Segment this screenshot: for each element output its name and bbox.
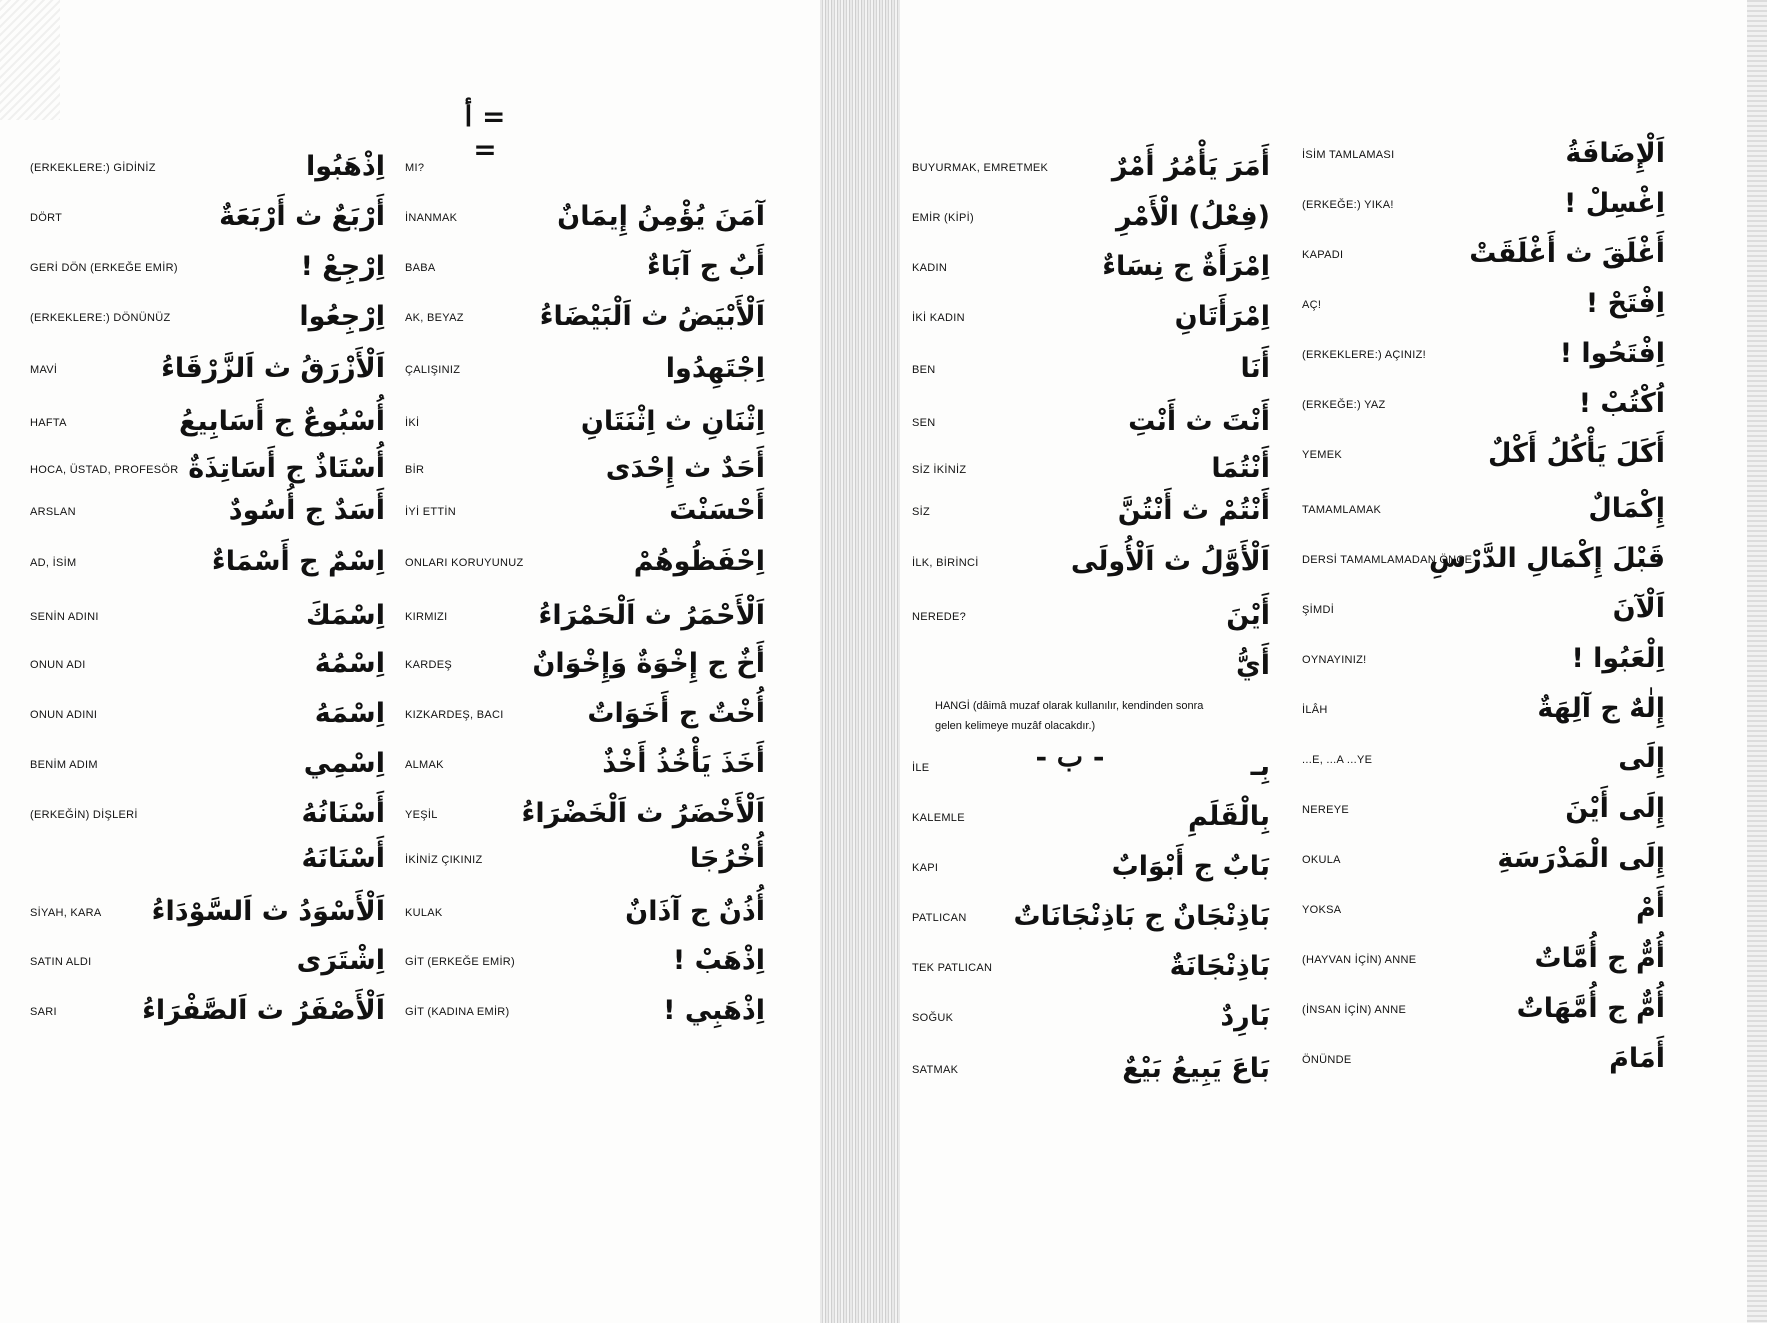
turkish-gloss: GİT (ERKEĞE EMİR) — [405, 956, 516, 968]
arabic-entry: إِلَى أَيْنَ — [1565, 793, 1665, 824]
turkish-gloss: ONUN ADINI — [30, 709, 98, 721]
turkish-gloss: İKİNİZ ÇIKINIZ — [405, 854, 483, 866]
arabic-entry: اَلْإِضَافَةُ — [1565, 138, 1665, 169]
turkish-gloss: SARI — [30, 1006, 57, 1018]
turkish-gloss: İSİM TAMLAMASI — [1302, 149, 1395, 161]
turkish-gloss: MI? — [405, 162, 425, 174]
turkish-gloss: ÇALIŞINIZ — [405, 364, 461, 376]
turkish-gloss: İLE — [912, 762, 930, 774]
turkish-gloss: (İNSAN İÇİN) ANNE — [1302, 1004, 1407, 1016]
arabic-entry: بَاذِنْجَانَةٌ — [1169, 951, 1270, 982]
section-letter-ba: - ب - — [1035, 740, 1105, 773]
turkish-gloss: (ERKEKLERE:) DÖNÜNÜZ — [30, 312, 171, 324]
turkish-gloss: SEN — [912, 417, 936, 429]
turkish-gloss: KALEMLE — [912, 812, 965, 824]
turkish-gloss: TAMAMLAMAK — [1302, 504, 1382, 516]
arabic-entry: أَسْنَانُهُ — [301, 798, 385, 829]
turkish-gloss: PATLICAN — [912, 912, 967, 924]
turkish-gloss: (ERKEĞİN) DİŞLERİ — [30, 809, 138, 821]
arabic-entry: قَبْلَ إِكْمَالِ الدَّرْسِ — [1428, 543, 1665, 574]
turkish-gloss: KAPI — [912, 862, 939, 874]
arabic-entry: بِالْقَلَمِ — [1187, 801, 1270, 832]
hangi-note: HANGİ (dâimâ muzaf olarak kullanılır, kendinden sonra gelen kelimeye muzâf olacakdır.) — [935, 700, 1204, 732]
arabic-entry: أَمَامَ — [1609, 1043, 1665, 1074]
arabic-entry: اَلْآنَ — [1612, 593, 1665, 624]
turkish-gloss: NEREDE? — [912, 611, 967, 623]
turkish-gloss: ARSLAN — [30, 506, 76, 518]
arabic-entry: اِمْرَأَتَانِ — [1174, 301, 1270, 332]
arabic-entry: اِذْهَبْ ! — [672, 945, 765, 976]
arabic-entry: أَمْ — [1635, 893, 1665, 924]
turkish-gloss: NEREYE — [1302, 804, 1350, 816]
arabic-entry: أَسَدٌ ج أُسُودٌ — [228, 495, 385, 526]
left-page — [0, 0, 820, 1323]
arabic-entry: اِجْتَهِدُوا — [665, 353, 765, 384]
turkish-gloss: EMİR (KİPİ) — [912, 212, 974, 224]
arabic-entry: اِغْسِلْ ! — [1564, 188, 1665, 219]
arabic-entry: أُمٌّ ج أُمَّهَاتٌ — [1516, 993, 1665, 1024]
turkish-gloss: (ERKEKLERE:) AÇINIZ! — [1302, 349, 1426, 361]
turkish-gloss: KULAK — [405, 907, 443, 919]
arabic-entry: بَارِدٌ — [1220, 1001, 1270, 1032]
turkish-gloss: BENİM ADIM — [30, 759, 98, 771]
arabic-entry: بَاعَ يَبِيعُ بَيْعٌ — [1122, 1053, 1270, 1084]
arabic-entry: أَخٌ ج إِخْوَةٌ وَإِخْوَانٌ — [532, 648, 765, 679]
turkish-gloss: TEK PATLICAN — [912, 962, 993, 974]
turkish-gloss: DERSİ TAMAMLAMADAN ÖNCE — [1302, 554, 1473, 566]
arabic-entry: أُمٌّ ج أُمَّاتٌ — [1534, 943, 1665, 974]
arabic-entry: إِلَى الْمَدْرَسَةِ — [1497, 843, 1665, 874]
arabic-entry: اَلْأَحْمَرُ ث اَلْحَمْرَاءُ — [538, 600, 765, 631]
turkish-gloss: SATMAK — [912, 1064, 959, 1076]
turkish-gloss: BİR — [405, 464, 425, 476]
turkish-gloss: YEŞİL — [405, 809, 438, 821]
arabic-entry: اِسْمِي — [303, 748, 385, 779]
arabic-entry: بَابٌ ج أَبْوَابٌ — [1111, 851, 1270, 882]
turkish-gloss: ÖNÜNDE — [1302, 1054, 1352, 1066]
turkish-gloss: KADIN — [912, 262, 948, 274]
page-edge-texture — [1747, 0, 1767, 1323]
turkish-gloss: KARDEŞ — [405, 659, 453, 671]
arabic-entry: اِشْتَرَى — [296, 945, 385, 976]
turkish-gloss: KAPADI — [1302, 249, 1344, 261]
arabic-entry: أَمَرَ يَأْمُرُ أَمْرٌ — [1111, 151, 1270, 182]
turkish-gloss: GERİ DÖN (ERKEĞE EMİR) — [30, 262, 178, 274]
arabic-entry: أَكَلَ يَأْكُلُ أَكْلٌ — [1488, 438, 1665, 469]
arabic-entry: اِسْمَهُ — [314, 698, 385, 729]
arabic-entry: اَلْأَسْوَدُ ث اَلسَّوْدَاءُ — [151, 896, 385, 927]
turkish-gloss: AÇ! — [1302, 299, 1322, 311]
arabic-entry: أَحَدٌ ث إِحْدَى — [605, 453, 765, 484]
turkish-gloss: KIRMIZI — [405, 611, 448, 623]
arabic-entry: اَلْأَبْيَضُ ث اَلْبَيْضَاءُ — [539, 301, 765, 332]
arabic-entry: أَغْلَقَ ث أَغْلَقَتْ — [1469, 238, 1665, 269]
arabic-entry: اِذْهَبِي ! — [663, 995, 765, 1026]
arabic-entry: اِلْعَبُوا ! — [1571, 643, 1665, 674]
page-edge-texture — [0, 0, 60, 120]
turkish-gloss: AD, İSİM — [30, 557, 77, 569]
arabic-entry: أُسْبُوعٌ ج أَسَابِيعُ — [178, 406, 385, 437]
arabic-entry: اَلْأَزْرَقُ ث اَلزَّرْقَاءُ — [161, 353, 385, 384]
arabic-entry: أَخَذَ يَأْخُذُ أَخْذٌ — [602, 748, 765, 779]
turkish-gloss: SENİN ADINI — [30, 611, 99, 623]
turkish-gloss: SİZ — [912, 506, 931, 518]
arabic-entry: بِـ — [1250, 751, 1270, 782]
arabic-entry: اِسْمَكَ — [305, 600, 385, 631]
arabic-entry: اِذْهَبُوا — [305, 151, 385, 182]
turkish-gloss: SATIN ALDI — [30, 956, 92, 968]
arabic-entry: أَسْنَانَهُ — [301, 843, 385, 874]
arabic-entry: أَبٌ ج آبَاءٌ — [647, 251, 765, 282]
turkish-gloss: SİYAH, KARA — [30, 907, 102, 919]
turkish-gloss: BUYURMAK, EMRETMEK — [912, 162, 1049, 174]
turkish-gloss: HAFTA — [30, 417, 67, 429]
arabic-entry: إِلٰهٌ ج آلِهَةٌ — [1537, 693, 1665, 724]
turkish-gloss: İYİ ETTİN — [405, 506, 456, 518]
arabic-entry: اِسْمٌ ج أَسْمَاءٌ — [211, 546, 385, 577]
arabic-entry: اَلْأَخْضَرُ ث اَلْخَضْرَاءُ — [521, 798, 765, 829]
turkish-gloss: OYNAYINIZ! — [1302, 654, 1367, 666]
turkish-gloss: (ERKEKLERE:) GİDİNİZ — [30, 162, 156, 174]
turkish-gloss: OKULA — [1302, 854, 1341, 866]
turkish-gloss: YEMEK — [1302, 449, 1343, 461]
arabic-entry: أَيْنَ — [1226, 600, 1270, 631]
turkish-gloss: YOKSA — [1302, 904, 1342, 916]
arabic-entry: (فِعْلُ) الْأَمْرِ — [1116, 201, 1270, 232]
turkish-gloss: MAVİ — [30, 364, 58, 376]
turkish-gloss: ALMAK — [405, 759, 444, 771]
turkish-gloss: İKİ — [405, 417, 420, 429]
turkish-gloss: HOCA, ÜSTAD, PROFESÖR — [30, 464, 179, 476]
arabic-entry: اِرْجِعُوا — [299, 301, 385, 332]
arabic-entry: اَلْأَصْفَرُ ث اَلصَّفْرَاءُ — [142, 995, 385, 1026]
arabic-entry: أُسْتَاذٌ ج أَسَاتِذَةٌ — [188, 453, 385, 484]
arabic-entry: اِسْمُهُ — [314, 648, 385, 679]
arabic-entry: اِرْجِعْ ! — [300, 251, 385, 282]
arabic-entry: أُخْتٌ ج أَخَوَاتٌ — [587, 698, 765, 729]
arabic-entry: أَرْبَعٌ ث أَرْبَعَةٌ — [219, 201, 385, 232]
arabic-entry: آمَنَ يُؤْمِنُ إِيمَانٌ — [557, 201, 765, 232]
turkish-gloss: DÖRT — [30, 212, 63, 224]
arabic-entry: أَحْسَنْتَ — [669, 495, 765, 526]
turkish-gloss: GİT (KADINA EMİR) — [405, 1006, 510, 1018]
arabic-entry: اِحْفَظُوهُمْ — [633, 546, 765, 577]
turkish-gloss: SOĞUK — [912, 1012, 954, 1024]
letter-header: = أ = — [464, 100, 506, 166]
turkish-gloss: BEN — [912, 364, 936, 376]
book-spine — [820, 0, 900, 1323]
arabic-entry: بَاذِنْجَانٌ ج بَاذِنْجَانَاتٌ — [1013, 901, 1270, 932]
turkish-gloss: KIZKARDEŞ, BACI — [405, 709, 504, 721]
arabic-entry: اِفْتَحْ ! — [1585, 288, 1665, 319]
arabic-entry: أَنْتُمْ ث أَنْتُنَّ — [1117, 495, 1270, 526]
arabic-entry: اَلْأَوَّلُ ث اَلْأُولَى — [1070, 546, 1270, 577]
right-page — [900, 0, 1767, 1323]
arabic-entry: اِفْتَحُوا ! — [1559, 338, 1665, 369]
arabic-entry: أَنْتُمَا — [1211, 453, 1270, 484]
arabic-entry: اُكْتُبْ ! — [1578, 388, 1665, 419]
turkish-gloss: (HAYVAN İÇİN) ANNE — [1302, 954, 1417, 966]
turkish-gloss: İKİ KADIN — [912, 312, 965, 324]
turkish-gloss: (ERKEĞE:) YAZ — [1302, 399, 1386, 411]
turkish-gloss: (ERKEĞE:) YIKA! — [1302, 199, 1394, 211]
arabic-entry: أَيُّ — [1235, 650, 1270, 681]
turkish-gloss: ONUN ADI — [30, 659, 86, 671]
turkish-gloss: BABA — [405, 262, 436, 274]
arabic-entry: اِثْنَانِ ث اِثْنَتَانِ — [580, 406, 765, 437]
turkish-gloss: İLK, BİRİNCİ — [912, 557, 979, 569]
arabic-entry: إِلَى — [1618, 743, 1665, 774]
turkish-gloss: İLÂH — [1302, 704, 1328, 716]
arabic-entry: إِكْمَالٌ — [1588, 493, 1665, 524]
turkish-gloss: İNANMAK — [405, 212, 458, 224]
turkish-gloss: ŞİMDİ — [1302, 604, 1335, 616]
turkish-gloss: AK, BEYAZ — [405, 312, 464, 324]
arabic-entry: أُخْرُجَا — [689, 843, 765, 874]
turkish-gloss: SİZ İKİNİZ — [912, 464, 967, 476]
turkish-gloss: ...E, ...A ...YE — [1302, 754, 1373, 766]
turkish-gloss: ONLARI KORUYUNUZ — [405, 557, 524, 569]
arabic-entry: أَنَا — [1240, 353, 1270, 384]
arabic-entry: أَنْتَ ث أَنْتِ — [1128, 406, 1270, 437]
arabic-entry: أُذُنٌ ج آذَانٌ — [625, 896, 765, 927]
arabic-entry: اِمْرَأَةٌ ج نِسَاءٌ — [1102, 251, 1270, 282]
